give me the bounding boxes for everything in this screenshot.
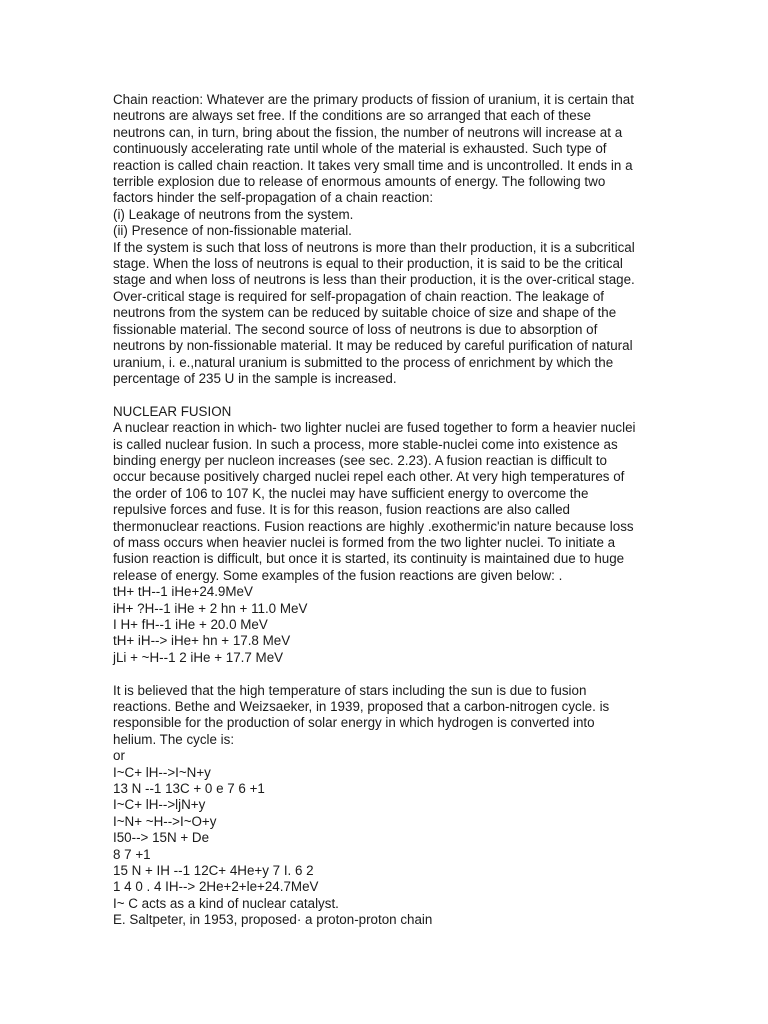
equation-line: I50--> 15N + De bbox=[113, 830, 210, 846]
text-line: of mass occurs when heavier nuclei is formed from the two lighter nuclei. To initiate a bbox=[113, 534, 616, 550]
text-line: continuously accelerating rate until whole of the material is exhausted. Such type of bbox=[113, 141, 607, 157]
text-line: responsible for the production of solar energy in which hydrogen is converted into bbox=[113, 715, 595, 731]
text-line: reactions. Bethe and Weizsaeker, in 1939, proposed that a carbon-nitrogen cycle. is bbox=[113, 699, 610, 714]
equation-line: I H+ fH--1 iHe + 20.0 MeV bbox=[113, 616, 268, 632]
text-line: stage. When the loss of neutrons is equal to their production, it is said to be the critical bbox=[113, 256, 623, 272]
text-line: neutrons can, in turn, bring about the fission, the number of neutrons will increase at a bbox=[113, 124, 623, 140]
equation-line: 13 N --1 13C + 0 e 7 6 +1 bbox=[113, 781, 265, 797]
equation-line: I~N+ ~H-->I~O+y bbox=[113, 813, 217, 829]
text-line: E. Saltpeter, in 1953, proposed· a proton-proton chain bbox=[113, 912, 433, 928]
section-heading: NUCLEAR FUSION bbox=[113, 403, 232, 419]
text-line: helium. The cycle is: bbox=[113, 731, 235, 747]
stellar-energy-section bbox=[113, 683, 658, 929]
text-line: uranium, i. e.,natural uranium is submitted to the process of enrichment by which the bbox=[113, 354, 614, 370]
equation-line: 8 7 +1 bbox=[113, 846, 151, 862]
list-item: (i) Leakage of neutrons from the system. bbox=[113, 206, 354, 222]
equation-line: tH+ iH--> iHe+ hn + 17.8 MeV bbox=[113, 633, 291, 649]
text-line: is called nuclear fusion. In such a process, more stable-nuclei come into existence as bbox=[113, 436, 618, 452]
text-line: fissionable material. The second source of loss of neutrons is due to absorption of bbox=[113, 321, 598, 337]
text-line: neutrons by non-fissionable material. It may be reduced by careful purification of natural bbox=[113, 338, 633, 354]
text-line: the order of 106 to 107 K, the nuclei may have sufficient energy to overcome the bbox=[113, 485, 589, 501]
text-line: binding energy per nucleon increases (see sec. 2.23). A fusion reactian is difficult to bbox=[113, 452, 608, 468]
text-line: fusion reaction is difficult, but once it is started, its continuity is maintained due to huge bbox=[113, 551, 625, 567]
equation-line: 1 4 0 . 4 IH--> 2He+2+le+24.7MeV bbox=[113, 879, 319, 895]
chain-reaction-section bbox=[113, 92, 658, 387]
document-page bbox=[113, 92, 658, 929]
text-line: If the system is such that loss of neutrons is more than theIr production, it is a subcritical bbox=[113, 239, 635, 255]
text-line: repulsive forces and fuse. It is for this reason, fusion reactions are also called bbox=[113, 502, 571, 518]
equation-line: tH+ tH--1 iHe+24.9MeV bbox=[113, 584, 253, 600]
text-line: percentage of 235 U in the sample is increased. bbox=[113, 370, 397, 386]
nuclear-fusion-section bbox=[113, 404, 658, 667]
text-line: neutrons are always set free. If the conditions are so arranged that each of these bbox=[113, 108, 591, 124]
paragraph-gap bbox=[113, 387, 658, 403]
text-line: factors hinder the self-propagation of a chain reaction: bbox=[113, 190, 434, 206]
equation-line: 15 N + IH --1 12C+ 4He+y 7 I. 6 2 bbox=[113, 863, 314, 879]
text-line: or bbox=[113, 748, 125, 764]
text-line: occur because positively charged nuclei repel each other. At very high temperatures of bbox=[113, 469, 625, 485]
text-line: stage and when loss of neutrons is less than their production, it is the over-critical stage. bbox=[113, 272, 635, 288]
text-line: I~ C acts as a kind of nuclear catalyst. bbox=[113, 895, 339, 911]
text-line: thermonuclear reactions. Fusion reactions are highly .exothermic'in nature because loss bbox=[113, 518, 634, 534]
equation-line: I~C+ lH-->I~N+y bbox=[113, 764, 211, 780]
text-line: release of energy. Some examples of the fusion reactions are given below: . bbox=[113, 567, 563, 583]
equation-line: I~C+ lH-->ljN+y bbox=[113, 797, 206, 813]
text-line: Over-critical stage is required for self-propagation of chain reaction. The leakage of bbox=[113, 288, 605, 304]
text-line: neutrons from the system can be reduced by suitable choice of size and shape of the bbox=[113, 305, 617, 321]
equation-line: jLi + ~H--1 2 iHe + 17.7 MeV bbox=[113, 649, 284, 665]
text-line: It is believed that the high temperature of stars including the sun is due to fusion bbox=[113, 682, 587, 698]
text-line: reaction is called chain reaction. It takes very small time and is uncontrolled. It ends in a bbox=[113, 157, 633, 173]
text-line: terrible explosion due to release of enormous amounts of energy. The following two bbox=[113, 174, 606, 190]
list-item: (ii) Presence of non-fissionable material. bbox=[113, 223, 352, 239]
equation-line: iH+ ?H--1 iHe + 2 hn + 11.0 MeV bbox=[113, 600, 308, 616]
text-line: A nuclear reaction in which- two lighter nuclei are fused together to form a heavier nuclei bbox=[113, 420, 636, 436]
text-line: Chain reaction: Whatever are the primary products of fission of uranium, it is certain that bbox=[113, 92, 634, 107]
paragraph-gap bbox=[113, 666, 658, 682]
